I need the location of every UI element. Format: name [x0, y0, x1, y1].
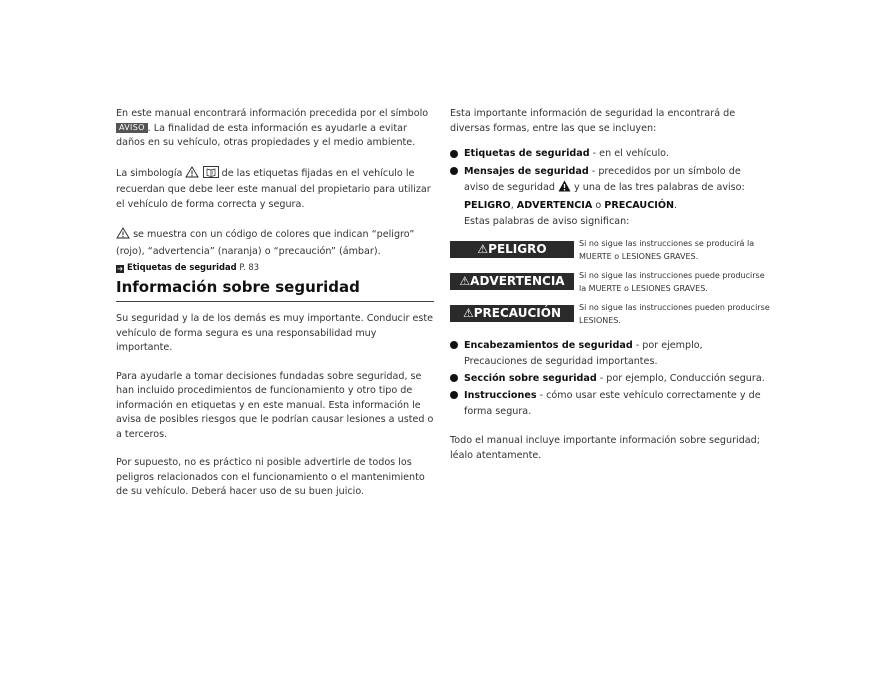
- paragraph-judgement: Por supuesto, no es práctico ni posible advertirle de todos los peligros relacionados con el funcionamiento o el mantenimiento de su vehículo. Deberá hacer uso de su buen juicio.: [116, 457, 425, 497]
- list-item: Mensajes de seguridad - precedidos por un símbolo de aviso de seguridad y una de las tres palabras de aviso: PELIGRO, ADVERTENCIA o PRECAUCIÓN. Estas palabras de aviso significan:: [450, 164, 768, 230]
- bullet-icon: [450, 167, 458, 175]
- peligro-label: ⚠PELIGRO: [450, 241, 574, 258]
- manual-book-icon: [203, 166, 219, 184]
- safety-alert-icon: ⚠: [459, 274, 471, 288]
- paragraph-decisions: Para ayudarle a tomar decisiones fundadas sobre seguridad, se han incluido procedimientos de funcionamiento y otro tipo de información en etiquetas y en este manual. Esta información le avisa de posibles riesgos que le podrían causar lesiones a usted o a terceros.: [116, 370, 434, 440]
- advertencia-label: ⚠ADVERTENCIA: [450, 273, 574, 290]
- precaucion-label: ⚠PRECAUCIÓN: [450, 305, 574, 322]
- list-item: Etiquetas de seguridad - en el vehículo.: [450, 147, 768, 162]
- aviso-tag: AVISO: [116, 123, 148, 133]
- bullet-icon: [450, 150, 458, 158]
- paragraph-colors: se muestra con un código de colores que indican “peligro” (rojo), “advertencia” (naranja) o “precaución” (ámbar).: [116, 229, 415, 257]
- left-column: [116, 107, 434, 273]
- signal-word-peligro: ⚠PELIGRO Si no sigue las instrucciones se producirá la MUERTE o LESIONES GRAVES.: [450, 241, 770, 267]
- paragraph-symbology: La simbología i de las etiquetas fijadas en el vehículo le recuerdan que debe leer este manual del propietario para utilizar el vehículo de forma correcta y segura.: [116, 167, 431, 210]
- safety-alert-icon: [558, 180, 571, 198]
- section-heading: Información sobre seguridad: [116, 278, 434, 302]
- paragraph-safety-importance: Su seguridad y la de los demás es muy importante. Conducir este vehículo de forma segura es una responsabilidad muy importante.: [116, 313, 434, 353]
- safety-alert-icon: ⚠: [463, 306, 474, 320]
- list-item: Sección sobre seguridad - por ejemplo, Conducción segura.: [450, 371, 768, 387]
- left-column-body: [116, 312, 434, 500]
- warning-triangle-icon: [116, 227, 130, 245]
- list-item: Encabezamientos de seguridad - por ejemplo, Precauciones de seguridad importantes.: [450, 338, 768, 370]
- warning-triangle-icon: [185, 166, 199, 184]
- signal-word-precaucion: ⚠PRECAUCIÓN Si no sigue las instrucciones pueden producirse LESIONES.: [450, 305, 770, 331]
- bullet-icon: [450, 374, 458, 382]
- paragraph-outro: Todo el manual incluye importante información sobre seguridad; léalo atentamente.: [450, 435, 760, 461]
- right-column: [450, 107, 768, 230]
- signal-words-intro: Estas palabras de aviso significan:: [464, 215, 630, 227]
- right-column-lower: [450, 338, 768, 463]
- svg-text:i: i: [211, 170, 213, 176]
- arrow-right-icon: ➔: [117, 265, 123, 273]
- safety-alert-icon: ⚠: [477, 242, 489, 256]
- cross-reference-link[interactable]: ➔ Etiquetas de seguridad P. 83: [117, 262, 260, 273]
- paragraph-intro: Esta importante información de seguridad la encontrará de diversas formas, entre las que se incluyen:: [450, 108, 736, 134]
- signal-word-advertencia: ⚠ADVERTENCIA Si no sigue las instrucciones puede producirse la MUERTE o LESIONES GRAVES.: [450, 273, 770, 299]
- paragraph-aviso: En este manual encontrará información precedida por el símbolo AVISO . La finalidad de esta información es ayudarle a evitar daños en su vehículo, otras propiedades y el medio ambiente.: [116, 108, 429, 148]
- list-item: Instrucciones - cómo usar este vehículo correctamente y de forma segura.: [450, 388, 768, 420]
- bullet-icon: [450, 391, 458, 399]
- bullet-icon: [450, 341, 458, 349]
